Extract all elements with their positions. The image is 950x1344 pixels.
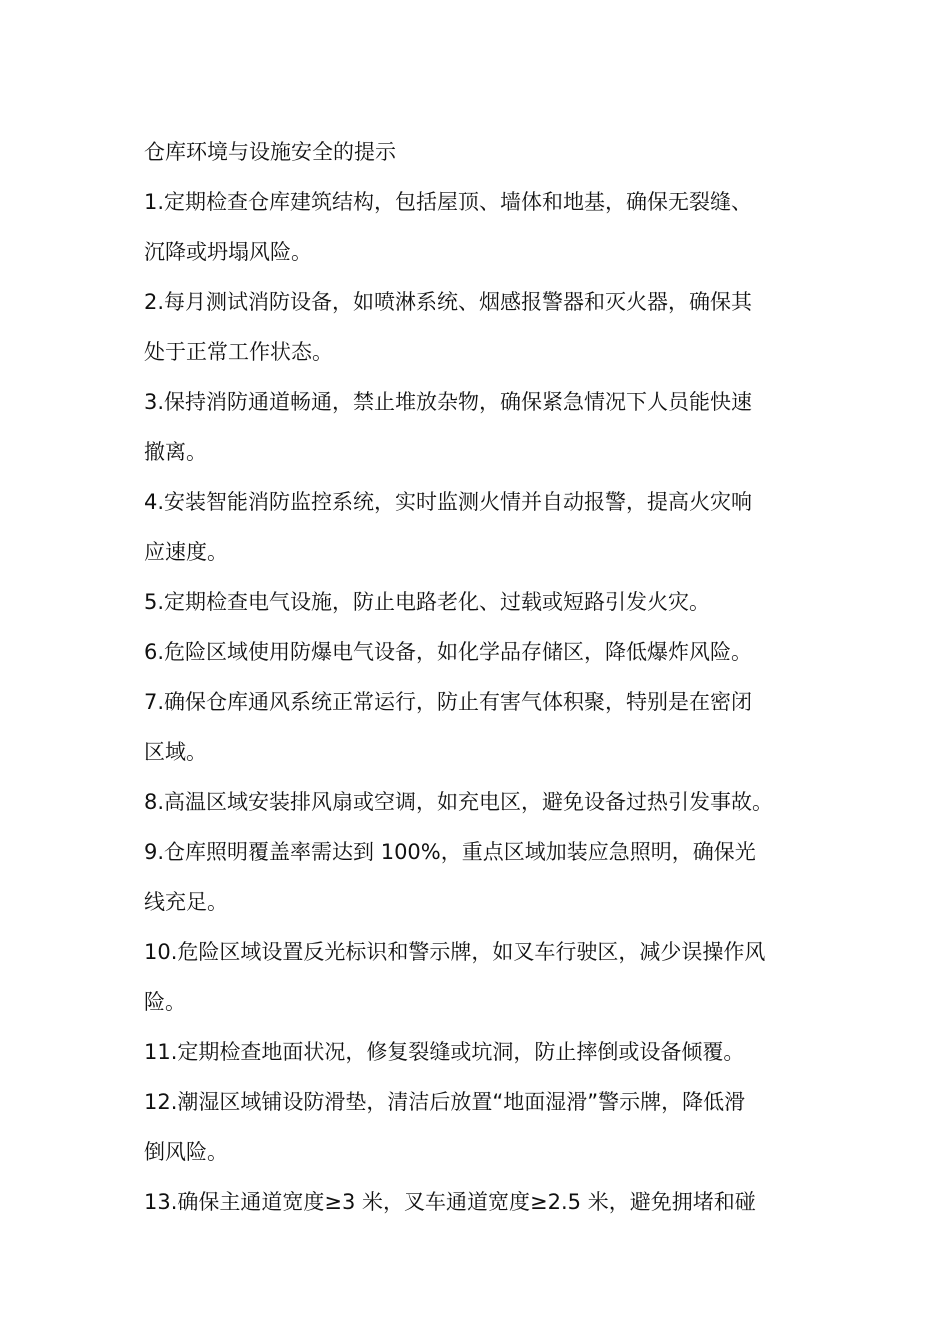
text-line: 1.定期检查仓库建筑结构，包括屋顶、墙体和地基，确保无裂缝、 [144, 190, 753, 214]
text-line: 沉降或坍塌风险。 [144, 240, 312, 264]
text-line: 12.潮湿区域铺设防滑垫，清洁后放置“地面湿滑”警示牌，降低滑 [144, 1090, 746, 1114]
text-line: 10.危险区域设置反光标识和警示牌，如叉车行驶区，减少误操作风 [144, 940, 766, 964]
text-line: 6.危险区域使用防爆电气设备，如化学品存储区，降低爆炸风险。 [144, 640, 753, 664]
text-line: 5.定期检查电气设施，防止电路老化、过载或短路引发火灾。 [144, 590, 711, 614]
document-body [144, 127, 812, 1227]
text-line: 3.保持消防通道畅通，禁止堆放杂物，确保紧急情况下人员能快速 [144, 390, 753, 414]
text-line: 险。 [144, 990, 186, 1014]
text-line: 撤离。 [144, 440, 207, 464]
text-line: 13.确保主通道宽度≥3 米，叉车通道宽度≥2.5 米，避免拥堵和碰 [144, 1190, 756, 1214]
text-line: 应速度。 [144, 540, 228, 564]
text-line: 倒风险。 [144, 1140, 228, 1164]
text-line: 8.高温区域安装排风扇或空调，如充电区，避免设备过热引发事故。 [144, 790, 774, 814]
text-line: 2.每月测试消防设备，如喷淋系统、烟感报警器和灭火器，确保其 [144, 290, 753, 314]
text-line: 线充足。 [144, 890, 228, 914]
document-title: 仓库环境与设施安全的提示 [144, 140, 396, 164]
text-line: 9.仓库照明覆盖率需达到 100%，重点区域加装应急照明，确保光 [144, 840, 756, 864]
text-line: 处于正常工作状态。 [144, 340, 333, 364]
text-line: 7.确保仓库通风系统正常运行，防止有害气体积聚，特别是在密闭 [144, 690, 753, 714]
text-line: 区域。 [144, 740, 207, 764]
text-line: 11.定期检查地面状况，修复裂缝或坑洞，防止摔倒或设备倾覆。 [144, 1040, 745, 1064]
text-line: 4.安装智能消防监控系统，实时监测火情并自动报警，提高火灾响 [144, 490, 753, 514]
